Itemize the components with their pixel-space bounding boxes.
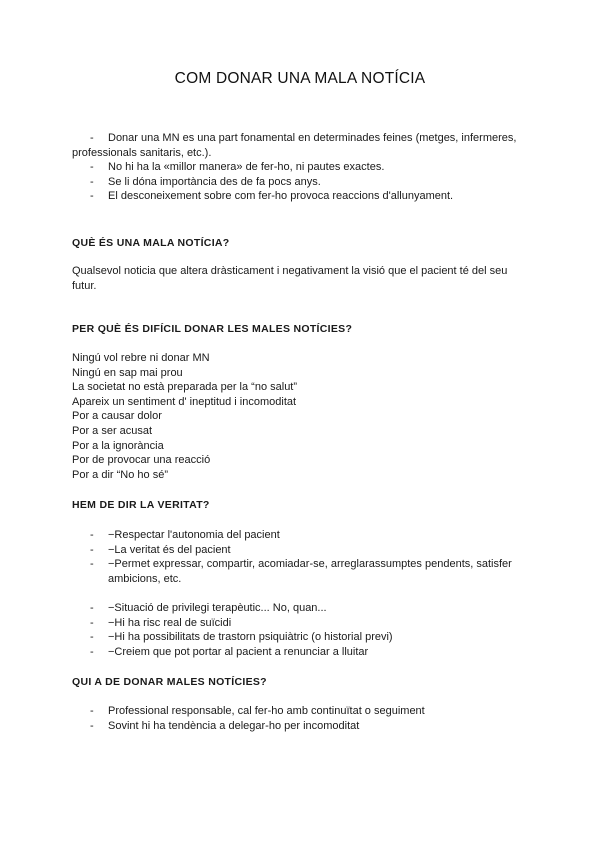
bullet-dash: - xyxy=(90,631,94,644)
bullet-dash: - xyxy=(90,558,94,571)
list-item: - No hi ha la «millor manera» de fer-ho, ni pautes exactes. xyxy=(90,161,385,174)
list-item: La societat no està preparada per la “no salut” xyxy=(72,381,298,394)
list-item: Por a ser acusat xyxy=(72,424,153,437)
list-item: Por a la ignorància xyxy=(72,439,164,452)
list-item-continuation: ambicions, etc. xyxy=(108,572,182,585)
list-item: Apareix un sentiment d' ineptitud i incomoditat xyxy=(72,395,297,408)
list-item: - −Hi ha possibilitats de trastorn psiquiàtric (o historial previ) xyxy=(90,631,393,644)
bullet-dash: - xyxy=(90,529,94,541)
truth-exceptions-list xyxy=(72,601,532,659)
bullet-dash: - xyxy=(90,719,94,732)
list-item: - Donar una MN es una part fonamental en determinades feines (metges, infermeres, xyxy=(90,132,517,144)
bullet-dash: - xyxy=(90,161,94,174)
truth-reasons-list xyxy=(72,528,532,586)
section-heading-what-is: QUÈ ÉS UNA MALA NOTÍCIA? xyxy=(72,237,230,249)
list-item: - −Creiem que pot portar al pacient a renunciar a lluitar xyxy=(90,645,369,658)
document-title: COM DONAR UNA MALA NOTÍCIA xyxy=(174,70,426,87)
list-item: - El desconeixement sobre com fer-ho provoca reaccions d'allunyament. xyxy=(90,190,454,203)
bullet-dash: - xyxy=(90,175,94,188)
list-item: - −Situació de privilegi terapèutic... No, quan... xyxy=(90,602,327,614)
section-paragraph: Qualsevol noticia que altera dràsticament i negativament la visió que el pacient té del seu futur. xyxy=(72,265,508,292)
list-item-continuation: professionals sanitaris, etc.). xyxy=(72,146,212,159)
list-item: Ningú en sap mai prou xyxy=(72,366,183,379)
bullet-dash: - xyxy=(90,705,94,717)
section-heading-who: QUI A DE DONAR MALES NOTÍCIES? xyxy=(72,676,267,688)
bullet-dash: - xyxy=(90,132,94,144)
who-list xyxy=(72,704,532,733)
list-item: - Se li dóna importància des de fa pocs anys. xyxy=(90,175,321,188)
list-item: Por a dir “No ho sé” xyxy=(72,468,168,481)
list-item: - −La veritat és del pacient xyxy=(90,543,231,556)
section-heading-why-difficult: PER QUÈ ÉS DIFÍCIL DONAR LES MALES NOTÍCIES? xyxy=(72,323,353,335)
list-item: - −Respectar l'autonomia del pacient xyxy=(90,529,280,541)
list-item: Ningú vol rebre ni donar MN xyxy=(72,352,210,364)
bullet-dash: - xyxy=(90,602,94,614)
list-item: - −Permet expressar, compartir, acomiadar-se, arreglarassumptes pendents, satisfer xyxy=(90,558,512,571)
bullet-dash: - xyxy=(90,543,94,556)
bullet-dash: - xyxy=(90,616,94,629)
list-item: - −Hi ha risc real de suïcidi xyxy=(90,616,232,629)
reasons-list xyxy=(72,351,532,482)
bullet-dash: - xyxy=(90,190,94,203)
list-item: - Sovint hi ha tendència a delegar-ho per incomoditat xyxy=(90,719,360,732)
list-item: Por a causar dolor xyxy=(72,410,162,423)
list-item: Por de provocar una reacció xyxy=(72,454,211,467)
section-heading-tell-truth: HEM DE DIR LA VERITAT? xyxy=(72,499,210,511)
bullet-dash: - xyxy=(90,645,94,658)
list-item: - Professional responsable, cal fer-ho amb continuïtat o seguiment xyxy=(90,705,425,717)
intro-bullet-list xyxy=(72,131,532,204)
